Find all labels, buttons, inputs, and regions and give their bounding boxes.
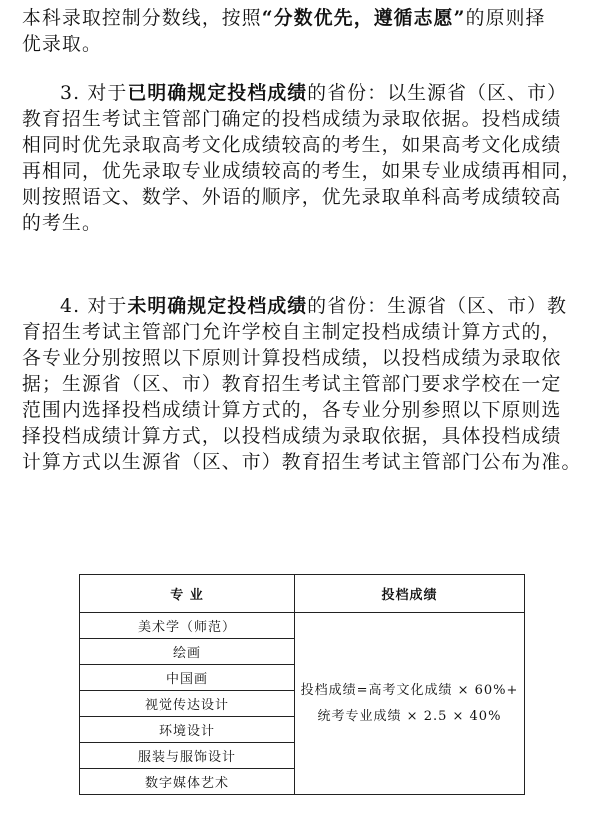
formula-cell [295, 613, 525, 795]
text-line: 的考生。 [22, 213, 102, 234]
paragraph-4 [22, 293, 584, 476]
text-line [22, 80, 584, 107]
major-cell: 服装与服饰设计 [80, 743, 295, 769]
text-line: 教育招生考试主管部门确定的投档成绩为录取依据。投档成绩 [22, 109, 562, 130]
text-line: 计算方式以生源省（区、市）教育招生考试主管部门公布为准。 [22, 452, 582, 473]
header-major: 专 业 [80, 575, 295, 613]
text-line: 再相同，优先录取专业成绩较高的考生，如果专业成绩再相同， [22, 161, 582, 182]
table-header-row [80, 575, 525, 613]
major-cell: 绘画 [80, 639, 295, 665]
text-line: 相同时优先录取高考文化成绩较高的考生，如果高考文化成绩 [22, 135, 562, 156]
text-line: 优录取。 [22, 34, 102, 55]
text-span: 3. 对于 [60, 83, 128, 104]
major-cell: 数字媒体艺术 [80, 769, 295, 795]
table-row [80, 613, 525, 639]
major-cell: 美术学（师范） [80, 613, 295, 639]
paragraph-admission-principle [22, 5, 584, 58]
header-score: 投档成绩 [295, 575, 525, 613]
major-cell: 视觉传达设计 [80, 691, 295, 717]
text-line: 则按照语文、数学、外语的顺序，优先录取单科高考成绩较高 [22, 187, 562, 208]
text-span: 的原则择 [465, 8, 546, 29]
bold-phrase: 已明确规定投档成绩 [127, 82, 308, 104]
text-line: 择投档成绩计算方式，以投档成绩为录取依据，具体投档成绩 [22, 426, 562, 447]
paragraph-3 [22, 80, 584, 237]
text-line: 育招生考试主管部门允许学校自主制定投档成绩计算方式的， [22, 322, 562, 343]
text-span: 的省份：生源省（区、市）教 [307, 296, 568, 317]
text-line [22, 293, 584, 320]
text-line: 各专业分别按照以下原则计算投档成绩，以投档成绩为录取依 [22, 348, 562, 369]
major-cell: 中国画 [80, 665, 295, 691]
formula-line: 统考专业成绩 × 2.5 × 40% [317, 708, 502, 724]
text-line: 据；生源省（区、市）教育招生考试主管部门要求学校在一定 [22, 374, 562, 395]
text-span: 的省份：以生源省（区、市） [307, 83, 568, 104]
score-policy-table [79, 574, 525, 795]
text-line [22, 5, 584, 32]
text-span: 本科录取控制分数线，按照 [22, 8, 262, 29]
formula-line: 投档成绩=高考文化成绩 × 60%+ [300, 682, 519, 698]
text-line: 范围内选择投档成绩计算方式的，各专业分别参照以下原则选 [22, 400, 562, 421]
bold-phrase: “分数优先，遵循志愿” [261, 7, 466, 29]
text-span: 4. 对于 [60, 296, 128, 317]
bold-phrase: 未明确规定投档成绩 [127, 295, 308, 317]
major-cell: 环境设计 [80, 717, 295, 743]
